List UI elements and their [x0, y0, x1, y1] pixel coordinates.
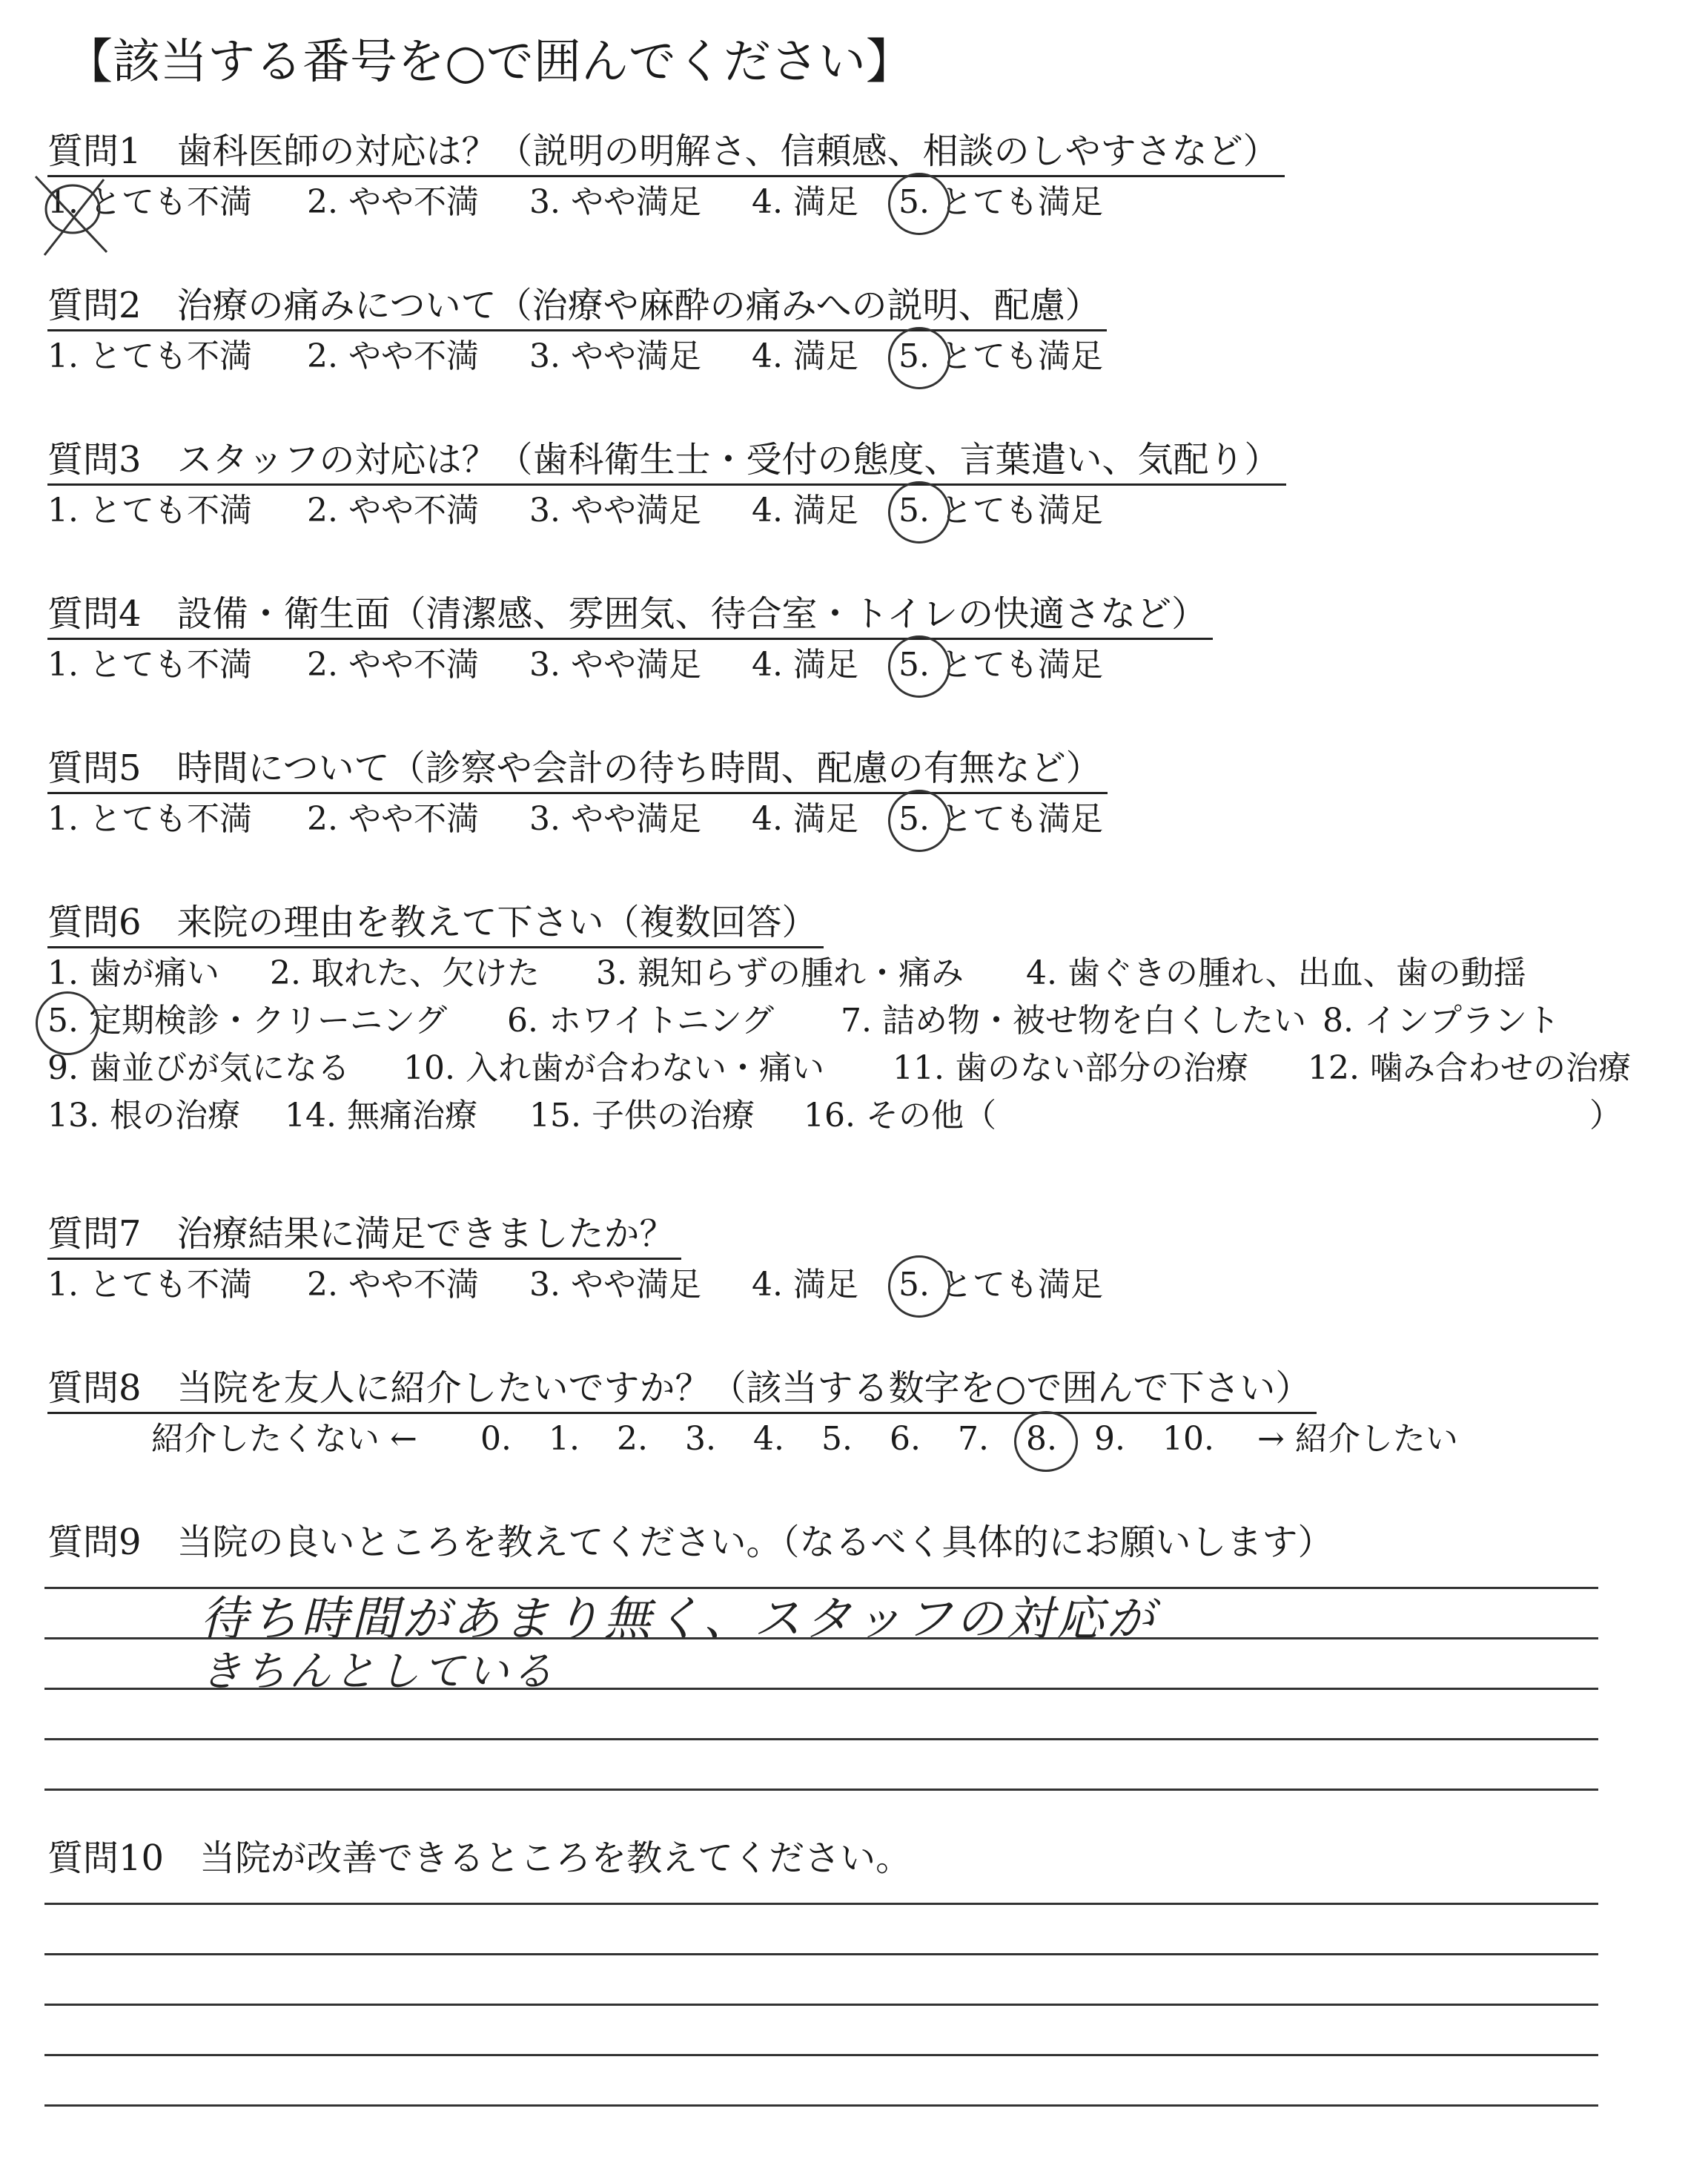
reason-option-14[interactable]: 14. 無痛治療	[285, 1097, 477, 1135]
question-8	[47, 1364, 1708, 1462]
option-1[interactable]: 1. とても不満	[47, 800, 252, 838]
answer-line	[44, 1789, 1598, 1791]
reason-option-2[interactable]: 2. 取れた、欠けた	[270, 954, 540, 992]
option-5[interactable]: 5. とても満足	[898, 492, 1103, 529]
option-5[interactable]: 5. とても満足	[898, 800, 1103, 838]
option-2[interactable]: 2. やや不満	[307, 646, 479, 684]
options-row	[47, 640, 1708, 687]
reason-option-5[interactable]: 5. 定期検診・クリーニング	[47, 1002, 448, 1040]
scale-option-1[interactable]: 1.	[549, 1420, 580, 1458]
scale-right-label: → 紹介したい	[1257, 1420, 1458, 1458]
option-3[interactable]: 3. やや満足	[529, 492, 701, 529]
option-2[interactable]: 2. やや不満	[307, 183, 479, 221]
option-1[interactable]: 1. とても不満	[47, 1266, 252, 1304]
option-1[interactable]: 1. とても不満	[47, 646, 252, 684]
question-title: 質問1 歯科医師の対応は？（説明の明解さ、信頼感、相談のしやすさなど）	[47, 128, 1285, 177]
answer-line	[44, 2004, 1598, 2006]
option-5[interactable]: 5. とても満足	[898, 337, 1103, 375]
answer-line	[44, 1738, 1598, 1740]
option-4[interactable]: 4. 満足	[752, 646, 858, 684]
scale-option-0[interactable]: 0.	[480, 1420, 512, 1458]
question-title: 質問6 来院の理由を教えて下さい（複数回答）	[47, 899, 824, 948]
question-3	[47, 436, 1708, 533]
question-title: 質問2 治療の痛みについて（治療や麻酔の痛みへの説明、配慮）	[47, 282, 1107, 331]
scale-option-2[interactable]: 2.	[617, 1420, 648, 1458]
reason-option-1[interactable]: 1. 歯が痛い	[47, 954, 219, 992]
question-4	[47, 590, 1708, 687]
reason-option-6[interactable]: 6. ホワイトニング	[507, 1002, 775, 1040]
question-5	[47, 744, 1708, 842]
answer-line	[44, 1903, 1598, 1905]
scale-left-label: 紹介したくない ←	[151, 1420, 417, 1458]
option-4[interactable]: 4. 満足	[752, 492, 858, 529]
reason-option-11[interactable]: 11. 歯のない部分の治療	[893, 1049, 1248, 1087]
reason-option-9[interactable]: 9. 歯並びが気になる	[47, 1049, 350, 1087]
option-2[interactable]: 2. やや不満	[307, 1266, 479, 1304]
reason-option-15[interactable]: 15. 子供の治療	[529, 1097, 755, 1135]
answer-line	[44, 1953, 1598, 1955]
handwritten-answer-line-2: きちんとしている	[200, 1648, 556, 1696]
question-9	[47, 1519, 1708, 1566]
scale-option-9[interactable]: 9.	[1094, 1420, 1125, 1458]
question-title: 質問3 スタッフの対応は？（歯科衛生士・受付の態度、言葉遣い、気配り）	[47, 436, 1286, 486]
scale-option-10[interactable]: 10.	[1162, 1420, 1214, 1458]
options-row-3	[47, 1043, 1708, 1091]
answer-line	[44, 1688, 1598, 1690]
option-3[interactable]: 3. やや満足	[529, 183, 701, 221]
scale-option-3[interactable]: 3.	[685, 1420, 716, 1458]
answer-line	[44, 1637, 1598, 1639]
option-3[interactable]: 3. やや満足	[529, 1266, 701, 1304]
question-title: 質問7 治療結果に満足できましたか？	[47, 1210, 681, 1260]
options-row-2	[47, 996, 1708, 1043]
option-4[interactable]: 4. 満足	[752, 800, 858, 838]
option-5[interactable]: 5. とても満足	[898, 1266, 1103, 1304]
scale-option-4[interactable]: 4.	[753, 1420, 784, 1458]
question-title: 質問9 当院の良いところを教えてください。（なるべく具体的にお願いします）	[47, 1522, 1334, 1563]
options-row-1	[47, 948, 1708, 996]
options-row	[47, 331, 1708, 379]
reason-option-8[interactable]: 8. インプラント	[1323, 1002, 1560, 1040]
scale-option-5[interactable]: 5.	[821, 1420, 853, 1458]
option-1[interactable]: 1. とても不満	[47, 183, 252, 221]
option-1[interactable]: 1. とても不満	[47, 492, 252, 529]
scale-option-7[interactable]: 7.	[958, 1420, 989, 1458]
reason-option-16[interactable]: 16. その他（	[804, 1097, 996, 1135]
handwritten-answer-line-1: 待ち時間があまり無く、スタッフの対応が	[200, 1592, 1157, 1647]
question-2	[47, 282, 1708, 379]
reason-option-10[interactable]: 10. 入れ歯が合わない・痛い	[403, 1049, 824, 1087]
answer-line	[44, 1587, 1598, 1589]
options-row-4	[47, 1091, 1708, 1138]
question-1	[47, 128, 1708, 225]
form-heading: 【該当する番号を○で囲んでください】	[65, 35, 913, 90]
reason-option-4[interactable]: 4. 歯ぐきの腫れ、出血、歯の動揺	[1026, 954, 1526, 992]
option-1[interactable]: 1. とても不満	[47, 337, 252, 375]
option-2[interactable]: 2. やや不満	[307, 337, 479, 375]
scale-option-6[interactable]: 6.	[890, 1420, 921, 1458]
other-close-paren: ）	[1589, 1097, 1622, 1135]
options-row	[47, 486, 1708, 533]
question-title: 質問10 当院が改善できるところを教えてください。	[47, 1837, 912, 1879]
option-5[interactable]: 5. とても満足	[898, 183, 1103, 221]
question-6	[47, 899, 1708, 1138]
question-title: 質問5 時間について（診察や会計の待ち時間、配慮の有無など）	[47, 744, 1108, 794]
option-3[interactable]: 3. やや満足	[529, 646, 701, 684]
option-4[interactable]: 4. 満足	[752, 183, 858, 221]
question-10	[47, 1834, 1708, 1882]
reason-option-3[interactable]: 3. 親知らずの腫れ・痛み	[596, 954, 964, 992]
reason-option-7[interactable]: 7. 詰め物・被せ物を白くしたい	[841, 1002, 1306, 1040]
option-3[interactable]: 3. やや満足	[529, 337, 701, 375]
option-2[interactable]: 2. やや不満	[307, 492, 479, 529]
option-5[interactable]: 5. とても満足	[898, 646, 1103, 684]
question-title: 質問8 当院を友人に紹介したいですか？（該当する数字を○で囲んで下さい）	[47, 1364, 1317, 1414]
answer-line	[44, 2104, 1598, 2107]
reason-option-12[interactable]: 12. 噛み合わせの治療	[1308, 1049, 1631, 1087]
question-7	[47, 1210, 1708, 1307]
question-title: 質問4 設備・衛生面（清潔感、雰囲気、待合室・トイレの快適さなど）	[47, 590, 1213, 640]
option-4[interactable]: 4. 満足	[752, 337, 858, 375]
answer-line	[44, 2054, 1598, 2056]
option-3[interactable]: 3. やや満足	[529, 800, 701, 838]
reason-option-13[interactable]: 13. 根の治療	[47, 1097, 240, 1135]
cross-out-mark-icon	[30, 172, 119, 261]
options-row	[47, 177, 1708, 225]
recommend-scale	[47, 1414, 1708, 1462]
options-row	[47, 1260, 1708, 1307]
option-4[interactable]: 4. 満足	[752, 1266, 858, 1304]
scale-option-8[interactable]: 8.	[1026, 1420, 1057, 1458]
option-2[interactable]: 2. やや不満	[307, 800, 479, 838]
options-row	[47, 794, 1708, 842]
